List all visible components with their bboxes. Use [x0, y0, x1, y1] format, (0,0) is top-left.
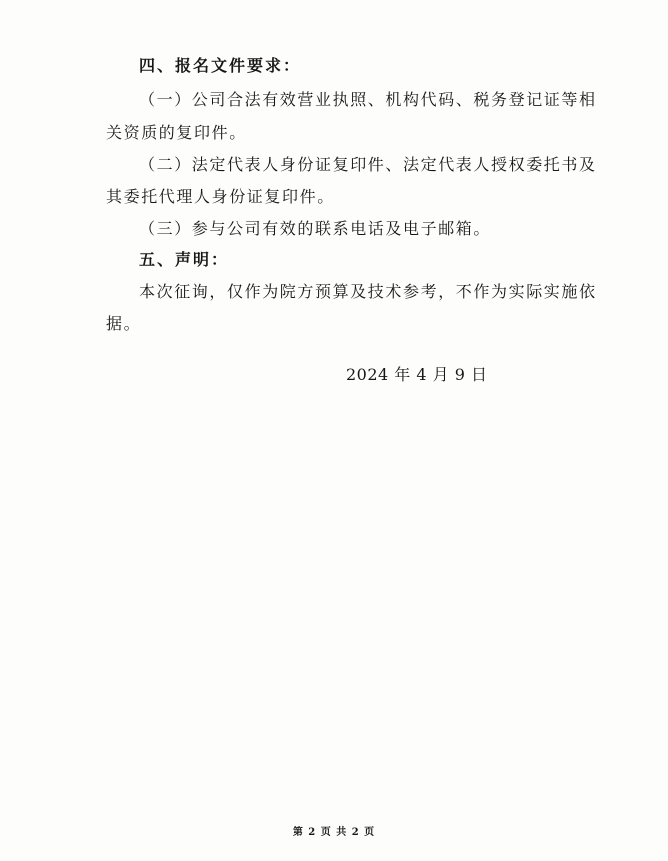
section4-item2-line1: （二）法定代表人身份证复印件、法定代表人授权委托书及: [139, 155, 597, 174]
page-number-footer: 第 2 页 共 2 页: [292, 827, 376, 838]
section5-text-line1: 本次征询，仅作为院方预算及技术参考，不作为实际实施依: [139, 282, 597, 301]
section5-heading: 五、声明：: [139, 250, 230, 269]
document-date: 2024 年 4 月 9 日: [346, 365, 488, 384]
section4-heading: 四、报名文件要求：: [139, 56, 302, 75]
section4-item1-line1: （一）公司合法有效营业执照、机构代码、税务登记证等相: [139, 90, 597, 109]
section4-item3: （三）参与公司有效的联系电话及电子邮箱。: [139, 219, 492, 238]
section5-text-line2: 据。: [106, 314, 142, 333]
section4-item2-line2: 其委托代理人身份证复印件。: [106, 187, 335, 206]
section4-item1-line2: 关资质的复印件。: [106, 123, 247, 142]
